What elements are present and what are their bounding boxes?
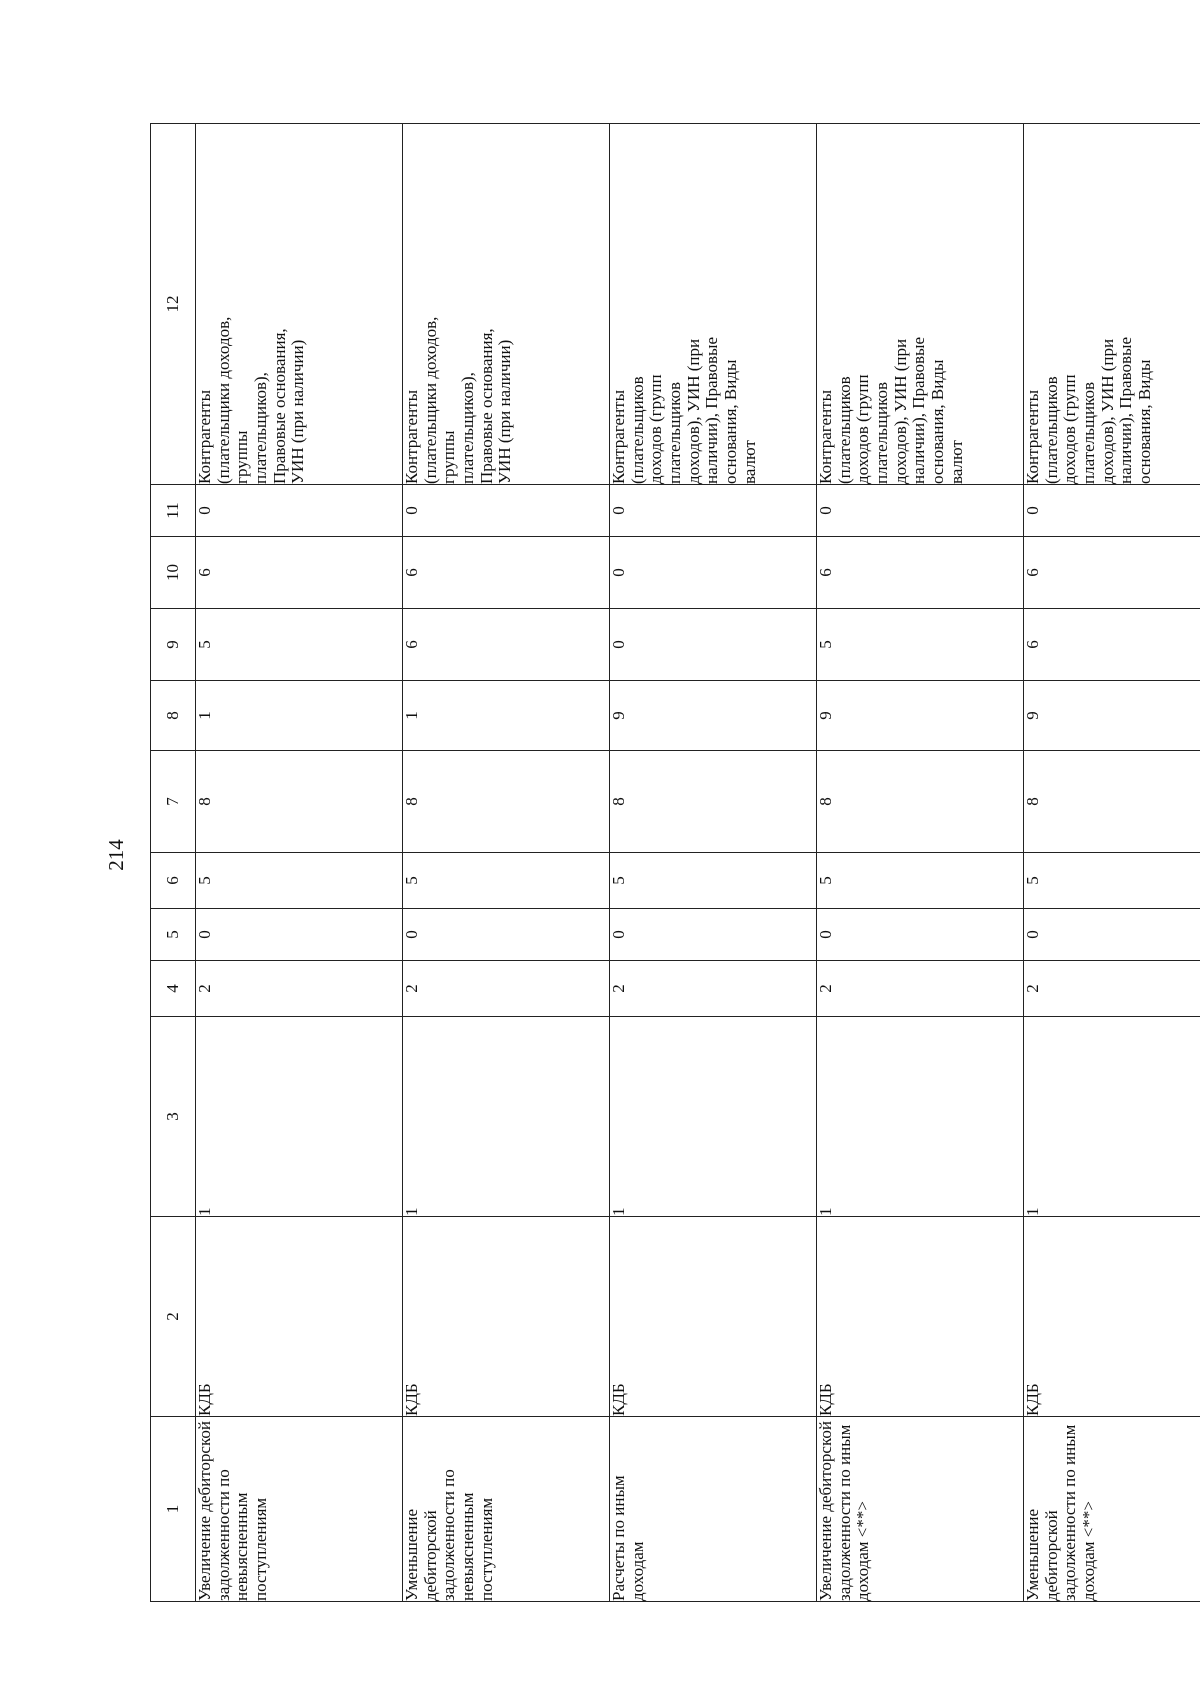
row-name-cell (1024, 1417, 1200, 1602)
row-name-line: Расчеты по иным доходам (609, 1475, 647, 1601)
column-header-4: 4 (151, 961, 196, 1017)
value-cell-8: 9 (1024, 681, 1200, 751)
value-cell-11: 0 (196, 485, 403, 537)
value-cell-10: 6 (817, 537, 1024, 609)
code-cell: КДБ (1024, 1217, 1200, 1417)
analytics-line: доходов (групп (853, 374, 873, 484)
analytics-cell (817, 124, 1024, 485)
analytics-line: Контрагенты (816, 389, 835, 484)
value-cell-3: 1 (610, 1017, 817, 1217)
analytics-line: группы (232, 430, 252, 484)
value-cell-9: 5 (196, 609, 403, 681)
analytics-line: наличии), Правовые (1116, 336, 1136, 484)
row-name-cell (817, 1417, 1024, 1602)
value-cell-6: 5 (1024, 853, 1200, 909)
row-name-line: задолженности по (213, 1469, 233, 1601)
code-cell: КДБ (196, 1217, 403, 1417)
analytics-line: доходов), УИН (при (683, 338, 703, 484)
analytics-cell (196, 124, 403, 485)
table-row (196, 124, 403, 1602)
row-name-line: Увеличение дебиторской (195, 1421, 214, 1601)
value-cell-8: 9 (610, 681, 817, 751)
row-name-cell (196, 1417, 403, 1602)
analytics-line: Контрагенты (195, 389, 214, 484)
value-cell-3: 1 (1024, 1017, 1200, 1217)
analytics-cell (1024, 124, 1200, 485)
analytics-line: валют (739, 440, 759, 484)
row-name-line: задолженности по (439, 1469, 459, 1601)
analytics-line: Контрагенты (402, 389, 421, 484)
analytics-line: доходов), УИН (при (1097, 338, 1117, 484)
code-cell: КДБ (817, 1217, 1024, 1417)
value-cell-8: 9 (817, 681, 1024, 751)
value-cell-8: 1 (196, 681, 403, 751)
column-header-3: 3 (151, 1017, 196, 1217)
analytics-line: (плательщиков (1041, 376, 1061, 484)
value-cell-11: 0 (610, 485, 817, 537)
value-cell-4: 2 (1024, 961, 1200, 1017)
value-cell-8: 1 (403, 681, 610, 751)
row-name-line: невыясненным поступлениям (232, 1492, 271, 1601)
value-cell-11: 0 (1024, 485, 1200, 537)
value-cell-6: 5 (610, 853, 817, 909)
analytics-line: плательщиков (1079, 381, 1099, 484)
analytics-line: УИН (при наличии) (495, 339, 515, 484)
analytics-line: плательщиков), (251, 372, 271, 484)
value-cell-9: 0 (610, 609, 817, 681)
value-cell-5: 0 (610, 909, 817, 961)
value-cell-5: 0 (817, 909, 1024, 961)
table-body (196, 124, 1200, 1602)
column-header-11: 11 (151, 485, 196, 537)
analytics-line: УИН (при наличии) (288, 339, 308, 484)
column-header-2: 2 (151, 1217, 196, 1417)
value-cell-7: 8 (817, 751, 1024, 853)
row-name-line: невыясненным поступлениям (458, 1492, 496, 1601)
analytics-line: основания, Виды (1135, 359, 1155, 484)
analytics-cell (610, 124, 817, 485)
value-cell-9: 6 (1024, 609, 1200, 681)
analytics-line: (плательщиков (834, 376, 854, 484)
table-row (610, 124, 817, 1602)
value-cell-9: 6 (403, 609, 610, 681)
value-cell-7: 8 (1024, 751, 1200, 853)
column-header-5: 5 (151, 909, 196, 961)
row-name-line: Увеличение дебиторской (816, 1421, 835, 1601)
value-cell-4: 2 (403, 961, 610, 1017)
column-header-9: 9 (151, 609, 196, 681)
column-header-8: 8 (151, 681, 196, 751)
analytics-line: (плательщики доходов, (213, 316, 233, 484)
value-cell-7: 8 (610, 751, 817, 853)
code-cell: КДБ (610, 1217, 817, 1417)
value-cell-5: 0 (403, 909, 610, 961)
column-header-6: 6 (151, 853, 196, 909)
row-name-line: Уменьшение дебиторской (402, 1508, 440, 1601)
column-header-7: 7 (151, 751, 196, 853)
analytics-line: Правовые основания, (476, 328, 496, 484)
value-cell-10: 6 (1024, 537, 1200, 609)
value-cell-7: 8 (196, 751, 403, 853)
row-name-cell (403, 1417, 610, 1602)
value-cell-5: 0 (1024, 909, 1200, 961)
analytics-line: наличии), Правовые (909, 336, 929, 484)
value-cell-7: 8 (403, 751, 610, 853)
analytics-line: доходов (групп (646, 374, 666, 484)
row-name-line: Уменьшение дебиторской (1023, 1508, 1061, 1601)
analytics-line: плательщиков), (458, 372, 478, 484)
table-row (817, 124, 1024, 1602)
column-header-12: 12 (151, 124, 196, 485)
row-name-line: задолженности по иным (834, 1424, 854, 1601)
value-cell-11: 0 (817, 485, 1024, 537)
value-cell-4: 2 (817, 961, 1024, 1017)
analytics-line: (плательщики доходов, (420, 316, 440, 484)
rotated-table-container (150, 124, 1155, 1602)
value-cell-3: 1 (817, 1017, 1024, 1217)
code-cell: КДБ (403, 1217, 610, 1417)
analytics-line: Контрагенты (609, 389, 628, 484)
value-cell-3: 1 (196, 1017, 403, 1217)
analytics-cell (403, 124, 610, 485)
header-row (151, 124, 196, 1602)
row-name-line: задолженности по иным (1060, 1424, 1080, 1601)
analytics-line: Правовые основания, (269, 328, 289, 484)
value-cell-10: 6 (403, 537, 610, 609)
table-row (403, 124, 610, 1602)
value-cell-6: 5 (403, 853, 610, 909)
analytics-line: основания, Виды (928, 359, 948, 484)
value-cell-4: 2 (610, 961, 817, 1017)
analytics-line: группы (439, 430, 459, 484)
row-name-cell (610, 1417, 817, 1602)
accounts-table (150, 123, 1200, 1602)
value-cell-10: 6 (196, 537, 403, 609)
analytics-line: наличии), Правовые (702, 336, 722, 484)
analytics-line: основания, Виды (721, 359, 741, 484)
value-cell-9: 5 (817, 609, 1024, 681)
value-cell-11: 0 (403, 485, 610, 537)
page-number: 214 (104, 839, 128, 871)
value-cell-4: 2 (196, 961, 403, 1017)
analytics-line: (плательщиков (627, 376, 647, 484)
value-cell-10: 0 (610, 537, 817, 609)
row-name-line: доходам <**> (853, 1501, 873, 1601)
analytics-line: валют (946, 440, 966, 484)
analytics-line: плательщиков (872, 381, 892, 484)
analytics-line: доходов), УИН (при (890, 338, 910, 484)
value-cell-5: 0 (196, 909, 403, 961)
row-name-line: доходам <**> (1079, 1501, 1099, 1601)
value-cell-3: 1 (403, 1017, 610, 1217)
column-header-10: 10 (151, 537, 196, 609)
column-header-1: 1 (151, 1417, 196, 1602)
analytics-line: Контрагенты (1023, 389, 1042, 484)
table-row (1024, 124, 1200, 1602)
analytics-line: доходов (групп (1060, 374, 1080, 484)
analytics-line: плательщиков (665, 381, 685, 484)
value-cell-6: 5 (817, 853, 1024, 909)
value-cell-6: 5 (196, 853, 403, 909)
